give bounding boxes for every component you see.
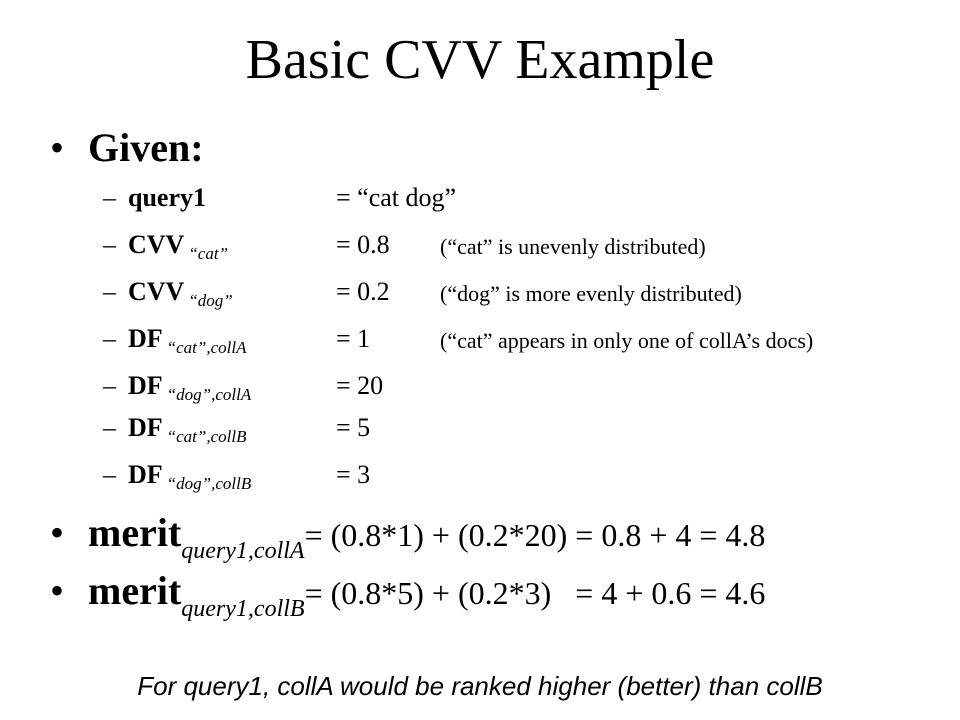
item-label-df-cat-collb: DF $_{“cat”,collB}$ — [128, 413, 247, 446]
dash-6: – — [103, 460, 116, 489]
item-label-df-dog-collb: DF $_{“dog”,collB}$ — [128, 460, 252, 493]
dash-5: – — [103, 413, 116, 442]
item-note-df-cat-colla: (“cat” appears in only one of collA’s docs) — [440, 328, 814, 353]
merit-colla-line: merit$_{query1,collA}$= (0.8*1) + (0.2*20) = 0.8 + 4 = 4.8 — [88, 510, 766, 564]
given-label: Given: — [88, 125, 204, 170]
item-value-df-cat-colla: = 1 — [336, 324, 371, 353]
item-value-df-dog-collb: = 3 — [336, 460, 371, 489]
item-value-cvv-dog: = 0.2 — [336, 277, 390, 306]
item-label-query1: query1 — [128, 183, 206, 212]
item-value-df-cat-collb: = 5 — [336, 413, 371, 442]
bullet-given: • — [50, 125, 65, 170]
item-note-cvv-cat: (“cat” is unevenly distributed) — [440, 234, 706, 259]
bullet-merit-collb: • — [50, 568, 65, 613]
footer-conclusion: For query1, collA would be ranked higher (better) than collB — [137, 671, 823, 701]
item-value-df-dog-colla: = 20 — [336, 371, 384, 400]
item-label-cvv-cat: CVV $_{“cat”}$ — [128, 230, 229, 263]
bullet-merit-colla: • — [50, 510, 65, 555]
item-value-query1: = “cat dog” — [336, 183, 457, 212]
dash-1: – — [103, 230, 116, 259]
item-label-df-dog-colla: DF $_{“dog”,collA}$ — [128, 371, 252, 404]
dash-3: – — [103, 324, 116, 353]
item-label-cvv-dog: CVV $_{“dog”}$ — [128, 277, 233, 310]
slide-title: Basic CVV Example — [245, 29, 715, 91]
item-value-cvv-cat: = 0.8 — [336, 230, 390, 259]
dash-2: – — [103, 277, 116, 306]
dash-0: – — [103, 183, 116, 212]
dash-4: – — [103, 371, 116, 400]
merit-collb-line: merit$_{query1,collB}$= (0.8*5) + (0.2*3) = 4 + 0.6 = 4.6 — [88, 568, 766, 622]
item-note-cvv-dog: (“dog” is more evenly distributed) — [440, 281, 742, 306]
item-label-df-cat-colla: DF $_{“cat”,collA}$ — [128, 324, 247, 357]
